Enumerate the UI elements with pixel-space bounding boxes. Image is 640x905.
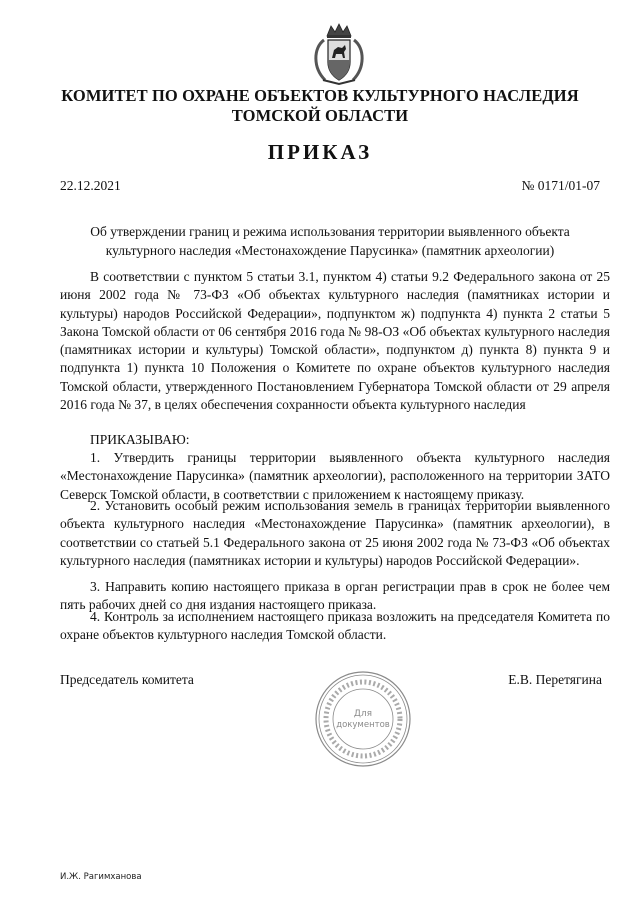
subject-line1: Об утверждении границ и режима использования территории выявленного объекта <box>90 224 570 239</box>
executor-name: И.Ж. Рагимханова <box>60 872 142 882</box>
tomsk-region-coat-of-arms-icon <box>309 22 369 86</box>
stamp-center-line2: документов <box>336 720 390 730</box>
signatory-title: Председатель комитета <box>60 672 194 687</box>
order-word: ПРИКАЗЫВАЮ: <box>90 432 190 447</box>
org-name-line1: КОМИТЕТ ПО ОХРАНЕ ОБЪЕКТОВ КУЛЬТУРНОГО НАСЛЕДИЯ <box>61 86 579 105</box>
signatory-name: Е.В. Перетягина <box>508 672 602 687</box>
document-date: 22.12.2021 <box>60 178 121 193</box>
document-number: № 0171/01-07 <box>521 178 600 193</box>
order-item-3-text: 3. Направить копию настоящего приказа в орган регистрации прав в срок не более чем пять рабочих дней со дня издания настоящего приказа. <box>60 579 610 613</box>
document-title: ПРИКАЗ <box>267 140 373 164</box>
intro-text: В соответствии с пунктом 5 статьи 3.1, пунктом 4) статьи 9.2 Федерального закона от 25 июня 2002 года № 73-ФЗ «Об объектах культурного наследия (памятниках истории и культуры) народов Российской Федерации», подпунктом ж) подпункта 4) пункта 2 статьи 5 Закона Томской области от 06 сентября 2016 года № 98-ОЗ «Об объектах культурного наследия (памятниках истории и культуры) Томской области», подпунктом д) пункта 8) пункта 9 и подпункта 1) пункта 10 Положения о Комитете по охране объектов культурного наследия Томской области, утвержденного Постановлением Губернатора Томской области от 29 апреля 2016 года № 37, в целях обеспечения сохранности объекта культурного наследия <box>60 269 610 413</box>
order-item-4-text: 4. Контроль за исполнением настоящего приказа возложить на председателя Комитета по охране объектов культурного наследия Томской области. <box>60 609 610 643</box>
document-subject <box>60 222 600 260</box>
subject-line2: культурного наследия «Местонахождение Парусинка» (памятник археологии) <box>105 243 555 258</box>
order-item-2 <box>60 497 610 570</box>
intro-paragraph <box>60 268 610 414</box>
order-item-2-text: 2. Установить особый режим использования земель в границах территории выявленного объекта культурного наследия «Местонахождение Парусинка» (памятник археологии), в соответствии со статьей 5.1 Федерального закона от 25 июня 2002 года № 73-ФЗ «Об объектах культурного наследия (памятниках истории и культуры) народов Российской Федерации». <box>60 498 610 568</box>
order-item-4 <box>60 608 610 645</box>
order-item-1 <box>60 449 610 504</box>
order-item-1-text: 1. Утвердить границы территории выявленного объекта культурного наследия «Местонахождение Парусинка» (памятник археологии), расположенного на территории ЗАТО Северск Томской области, в соответствии с приложением к настоящему приказу. <box>60 450 610 502</box>
round-seal-stamp-icon <box>314 670 412 768</box>
org-name-line2: ТОМСКОЙ ОБЛАСТИ <box>231 106 409 125</box>
order-heading <box>60 431 610 449</box>
stamp-center-line1: Для <box>353 709 373 719</box>
